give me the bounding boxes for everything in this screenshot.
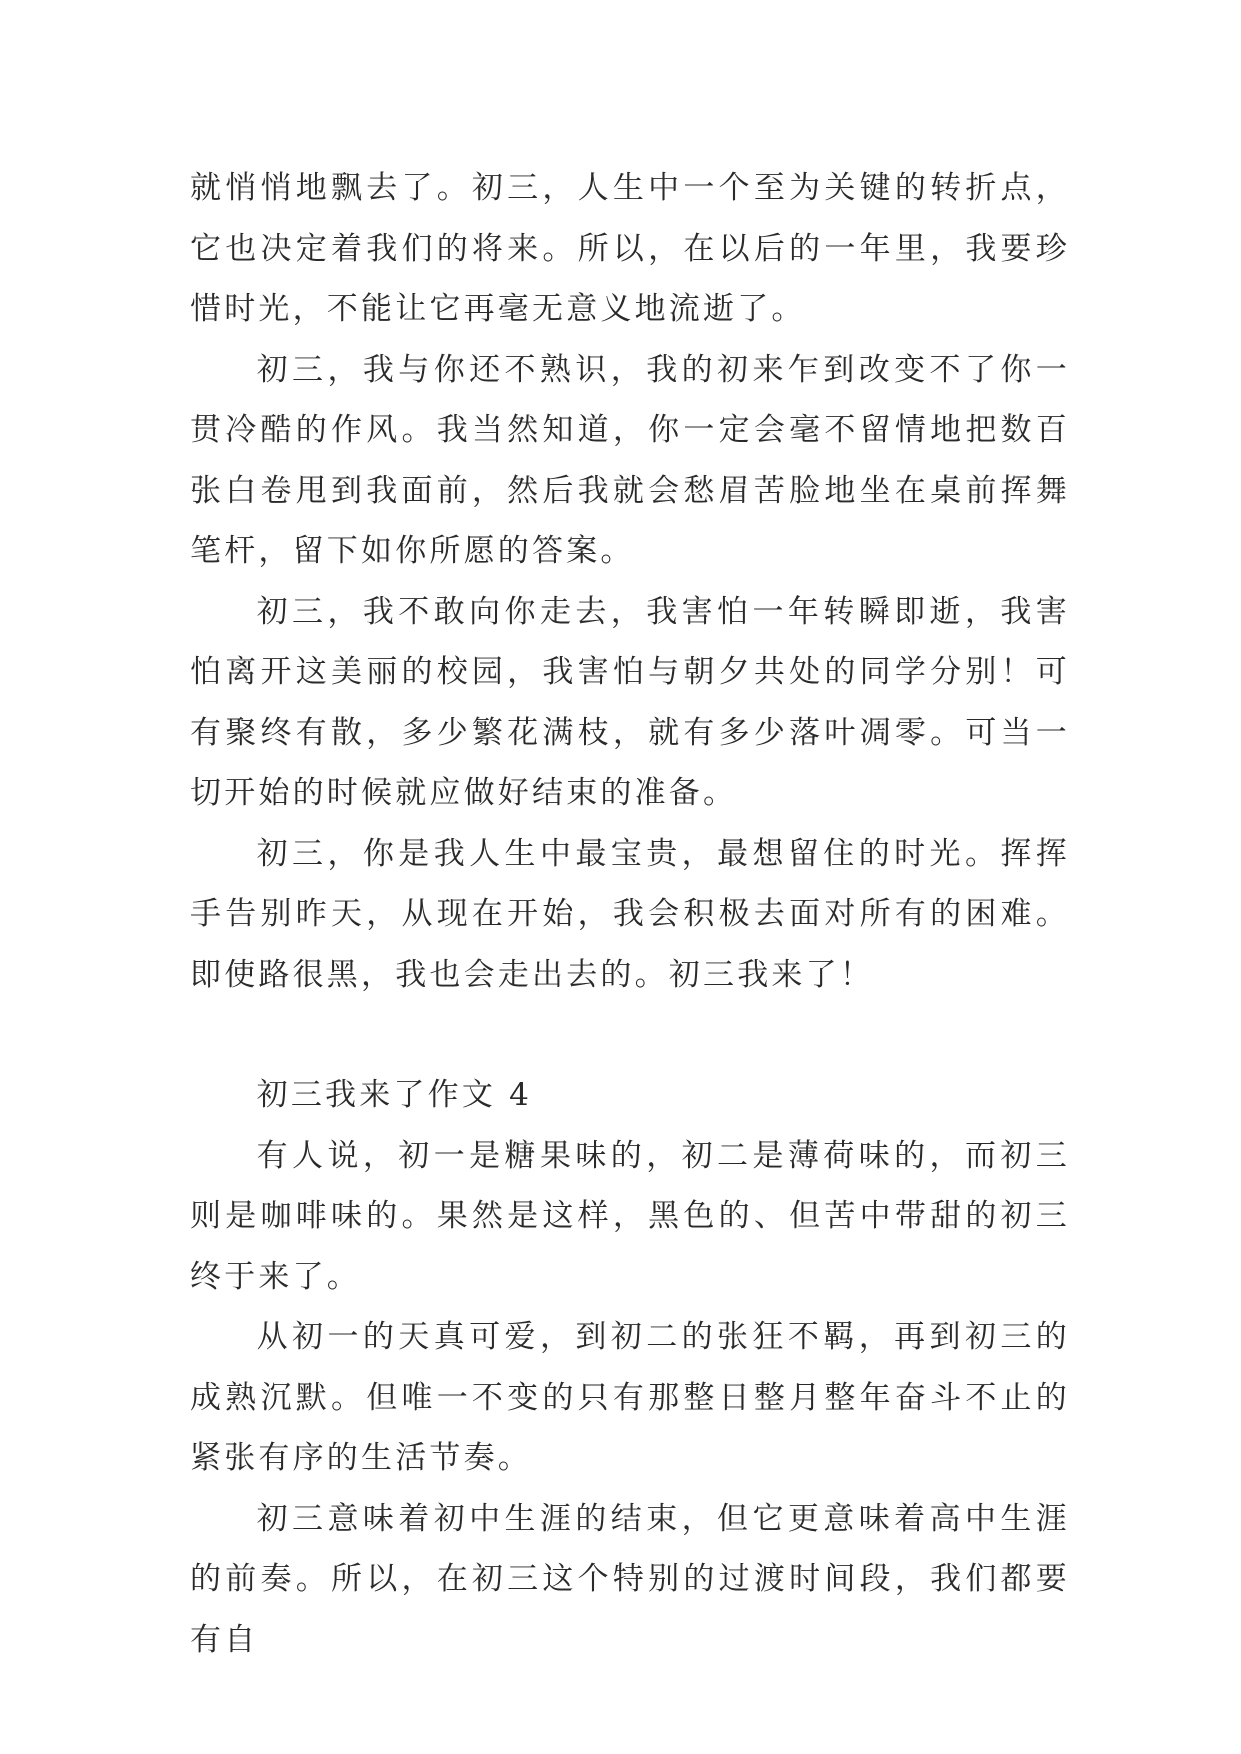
paragraph-7: 初三意味着初中生涯的结束，但它更意味着高中生涯的前奏。所以，在初三这个特别的过渡时间段，我们都要有自 xyxy=(190,1500,1070,1658)
paragraph-4: 初三，你是我人生中最宝贵，最想留住的时光。挥挥手告别昨天，从现在开始，我会积极去面对所有的困难。即使路很黑，我也会走出去的。初三我来了！ xyxy=(190,835,1070,993)
paragraph-3: 初三，我不敢向你走去，我害怕一年转瞬即逝，我害怕离开这美丽的校园，我害怕与朝夕共处的同学分别！可有聚终有散，多少繁花满枝，就有多少落叶凋零。可当一切开始的时候就应做好结束的准备。 xyxy=(190,593,1070,811)
paragraph-5: 有人说，初一是糖果味的，初二是薄荷味的，而初三则是咖啡味的。果然是这样，黑色的、但苦中带甜的初三终于来了。 xyxy=(190,1137,1070,1295)
paragraph-2: 初三，我与你还不熟识，我的初来乍到改变不了你一贯冷酷的作风。我当然知道，你一定会毫不留情地把数百张白卷甩到我面前，然后我就会愁眉苦脸地坐在桌前挥舞笔杆，留下如你所愿的答案。 xyxy=(190,351,1070,569)
essay-heading: 初三我来了作文 4 xyxy=(256,1077,533,1113)
paragraph-6: 从初一的天真可爱，到初二的张狂不羁，再到初三的成熟沉默。但唯一不变的只有那整日整月整年奋斗不止的紧张有序的生活节奏。 xyxy=(190,1319,1070,1476)
document-body xyxy=(190,158,1070,1670)
paragraph-1: 就悄悄地飘去了。初三，人生中一个至为关键的转折点，它也决定着我们的将来。所以，在以后的一年里，我要珍惜时光，不能让它再毫无意义地流逝了。 xyxy=(190,170,1070,327)
